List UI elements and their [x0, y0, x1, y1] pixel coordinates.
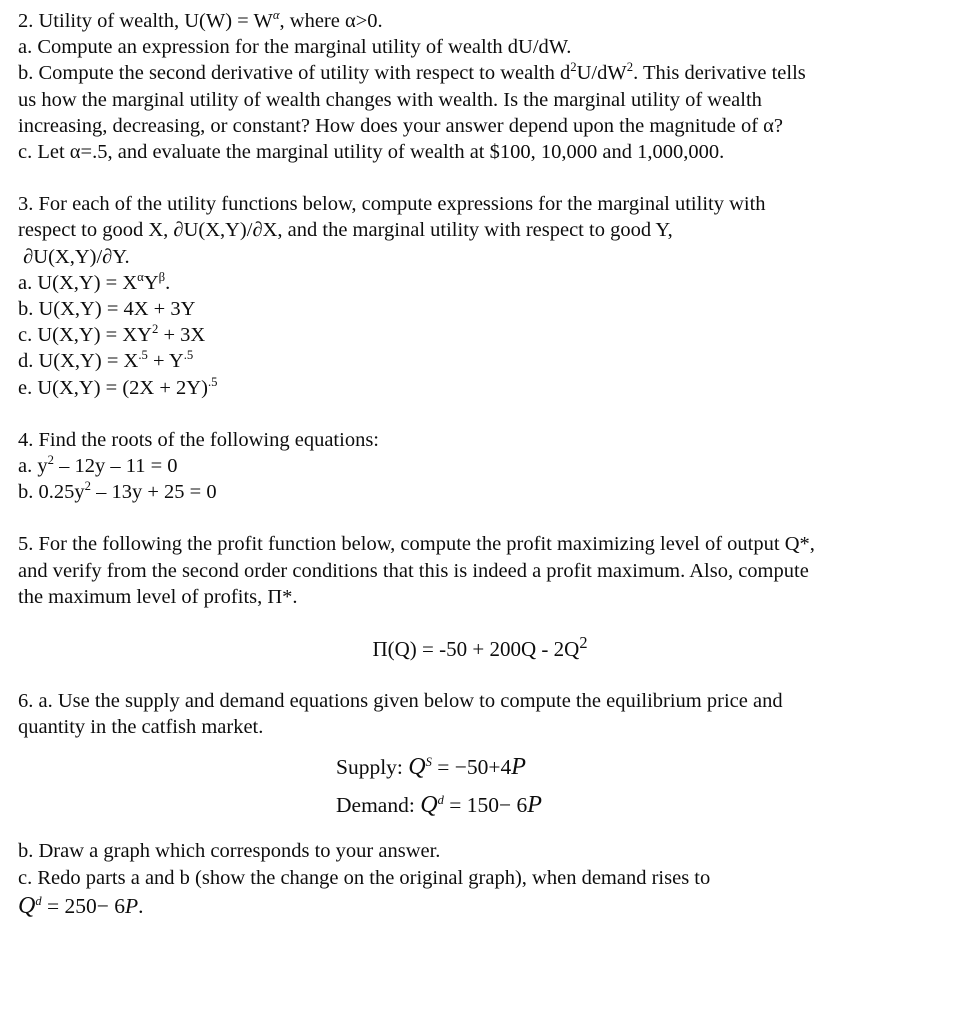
q3d-mid: + Y: [147, 350, 184, 373]
question-3-item-b: [18, 296, 942, 322]
question-6-tail: [18, 838, 942, 890]
question-3-item-d: [18, 348, 942, 374]
question-3-item-e: [18, 375, 942, 401]
question-6: [18, 688, 942, 740]
question-4-stem: [18, 427, 942, 453]
q3c-mid: + 3X: [158, 324, 206, 347]
q3c-label: c. U(X,Y) = XY: [18, 324, 152, 347]
spacer-q2-q3: [18, 165, 942, 191]
q3d-exponent-2: .5: [183, 348, 194, 363]
question-3: [18, 191, 942, 401]
q3-text-2-post: X, and the marginal utility with respect to good Y,: [262, 219, 673, 242]
q3a-exponent-2: β: [158, 270, 166, 284]
supply-label: Supply:: [336, 755, 409, 780]
q3e-exponent-1: .5: [207, 374, 218, 389]
question-4-item-a: [18, 453, 942, 479]
q3a-mid: Y: [143, 271, 159, 294]
q5-text-1: 5. For the following the profit function below, compute the profit maximizing level of output Q*,: [18, 533, 815, 556]
q2b-text-4: us how the marginal utility of wealth changes with wealth. Is the marginal utility of wealth: [18, 88, 762, 111]
q2-stem-exponent: α: [272, 8, 280, 23]
q2b-superscript-1: 2: [570, 60, 577, 75]
question-2b-line3: [18, 113, 942, 139]
spacer-q5-equation: [18, 610, 942, 636]
question-3-stem-line3: [18, 244, 942, 270]
supply-superscript: S: [425, 755, 432, 770]
q4a-exponent: 2: [47, 453, 54, 468]
new-demand-price-variable: P: [125, 893, 139, 918]
question-3-item-a: [18, 270, 942, 296]
question-6b: [18, 838, 942, 864]
partial-derivative-icon: ∂: [252, 219, 263, 242]
q2b-text-2: U/dW: [576, 62, 627, 85]
new-demand-superscript: d: [35, 893, 42, 908]
profit-function-text: Π(Q) = -50 + 200Q - 2Q: [372, 637, 580, 662]
q3-text-1: 3. For each of the utility functions below, compute expressions for the marginal utility with: [18, 193, 766, 216]
question-6c: [18, 865, 942, 891]
q5-text-3: the maximum level of profits, Π*.: [18, 585, 298, 608]
q4b-exponent: 2: [84, 479, 91, 494]
demand-price-variable: P: [527, 792, 542, 819]
q2b-text-1: b. Compute the second derivative of utility with respect to wealth d: [18, 62, 571, 85]
spacer-q6-equations: [18, 740, 942, 748]
supply-quantity-variable: Q: [408, 754, 426, 781]
q4a-post: – 12y – 11 = 0: [53, 455, 178, 478]
profit-function-equation: [18, 633, 942, 662]
supply-price-variable: P: [511, 754, 527, 781]
question-2a: [18, 34, 942, 60]
q3a-label: a. U(X,Y) = X: [18, 271, 138, 294]
q4b-post: – 13y + 25 = 0: [90, 481, 217, 504]
new-demand-equation: [18, 891, 942, 921]
question-5-line1: [18, 531, 942, 557]
q3c-exponent-1: 2: [151, 322, 159, 337]
demand-body: = 150− 6: [443, 793, 528, 818]
question-2c: [18, 139, 942, 165]
new-demand-body: = 250− 6: [41, 893, 126, 918]
question-3-stem-line1: [18, 191, 942, 217]
q3d-exponent-1: .5: [138, 348, 148, 363]
question-2b-line1: [18, 60, 942, 86]
question-4: [18, 427, 942, 506]
q4a-pre: a. y: [18, 455, 48, 478]
q6a-text-1: 6. a. Use the supply and demand equations given below to compute the equilibrium price and: [18, 690, 783, 713]
question-5: [18, 531, 942, 610]
demand-equation: [18, 786, 942, 824]
q6a-text-2: quantity in the catfish market.: [18, 716, 264, 739]
question-5-line3: [18, 584, 942, 610]
q2c-text: c. Let α=.5, and evaluate the marginal utility of wealth at $100, 10,000 and 1,000,000.: [18, 141, 725, 164]
question-6a-line2: [18, 714, 942, 740]
q4-stem-text: 4. Find the roots of the following equations:: [18, 428, 379, 451]
q3a-tail: .: [165, 271, 171, 294]
q4b-pre: b. 0.25y: [18, 481, 85, 504]
partial-derivative-icon: ∂: [173, 219, 184, 242]
spacer-equations-tail: [18, 824, 942, 838]
profit-function-exponent: 2: [579, 633, 588, 653]
question-3-stem-line2: [18, 217, 942, 243]
spacer-q3-q4: [18, 401, 942, 427]
question-2: [18, 8, 942, 165]
question-4-item-b: [18, 479, 942, 505]
new-demand-tail: .: [138, 893, 144, 918]
question-5-line2: [18, 558, 942, 584]
supply-equation: [18, 748, 942, 786]
question-3-item-c: [18, 322, 942, 348]
q3-text-2-pre: respect to good X,: [18, 219, 174, 242]
spacer-q4-q5: [18, 505, 942, 531]
demand-label: Demand:: [336, 793, 421, 818]
partial-derivative-icon: ∂: [102, 245, 113, 268]
q2-stem-pre: 2. Utility of wealth, U(W) =: [18, 10, 254, 32]
q5-text-2: and verify from the second order conditions that this is indeed a profit maximum. Also, compute: [18, 559, 809, 582]
new-demand-quantity-variable: Q: [18, 892, 36, 919]
q3-text-3-post: Y.: [112, 245, 130, 268]
q3b-label: b. U(X,Y) = 4X + 3Y: [18, 298, 196, 321]
demand-quantity-variable: Q: [420, 792, 438, 819]
q2b-text-3: . This derivative tells: [633, 62, 806, 85]
demand-superscript: d: [437, 793, 444, 808]
q2a-text: a. Compute an expression for the marginal utility of wealth dU/dW.: [18, 36, 572, 59]
q6c-text: c. Redo parts a and b (show the change on the original graph), when demand rises to: [18, 866, 711, 889]
spacer-equation-q6: [18, 662, 942, 688]
question-2-stem: [18, 8, 942, 34]
supply-body: = −50+4: [431, 755, 512, 780]
q2-stem-post: , where α>0.: [279, 10, 383, 32]
partial-derivative-icon: ∂: [23, 245, 34, 268]
q2b-text-5: increasing, decreasing, or constant? How does your answer depend upon the magnitude of α?: [18, 114, 784, 137]
q2-stem-base: W: [253, 10, 273, 32]
q3-text-3-mid: U(X,Y)/: [33, 245, 103, 268]
q3e-label: e. U(X,Y) = (2X + 2Y): [18, 376, 208, 399]
question-2b-line2: [18, 87, 942, 113]
q6b-text: b. Draw a graph which corresponds to your answer.: [18, 840, 441, 863]
q3d-label: d. U(X,Y) = X: [18, 350, 139, 373]
q2b-superscript-2: 2: [626, 60, 634, 75]
q3-text-2-mid: U(X,Y)/: [183, 219, 253, 242]
question-6a-line1: [18, 688, 942, 714]
q3a-exponent-1: α: [137, 270, 144, 284]
